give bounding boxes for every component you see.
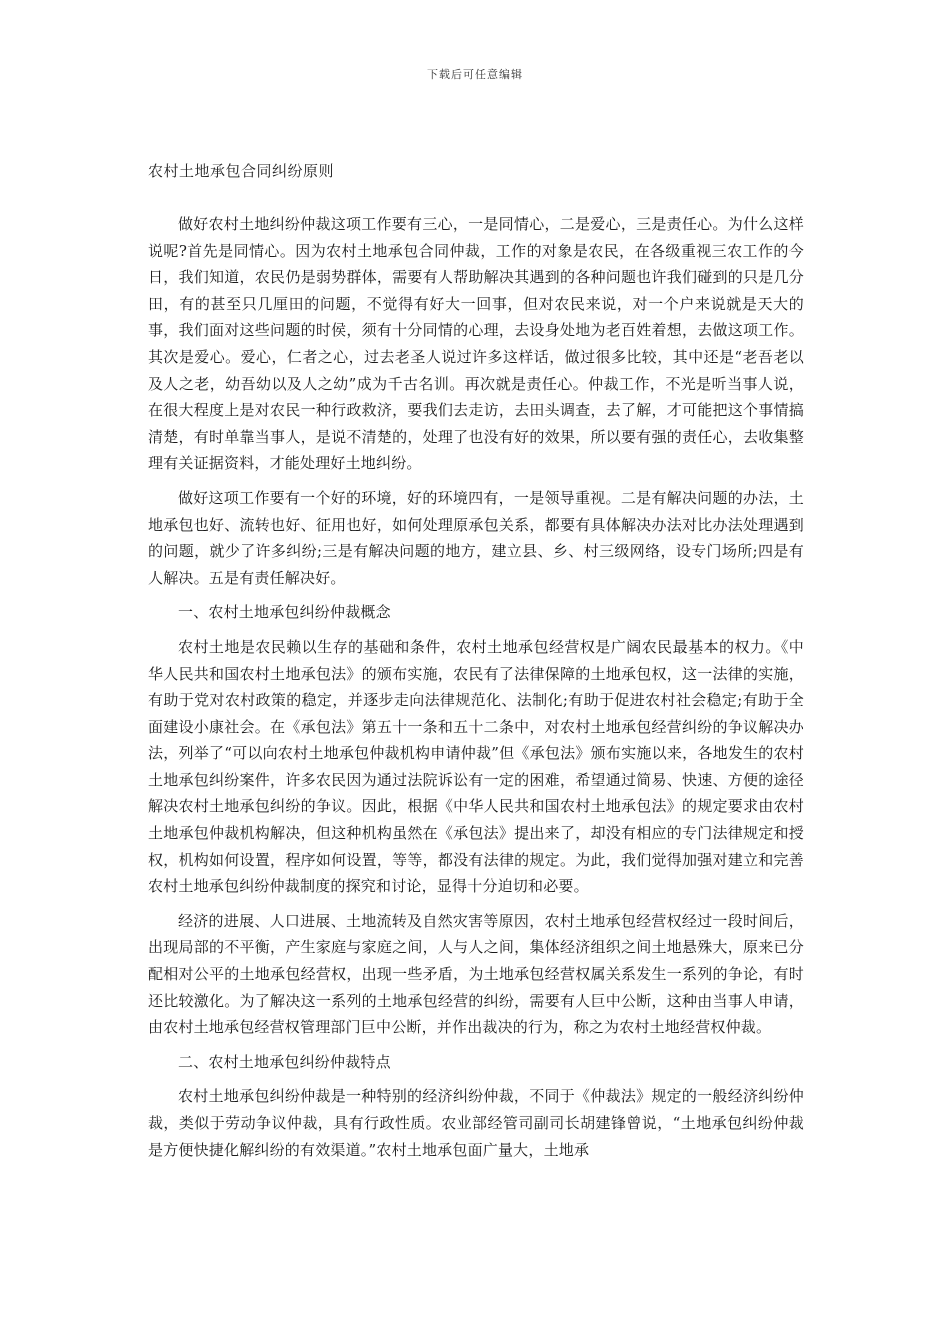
paragraph-three-hearts: 做好农村土地纠纷仲裁这项工作要有三心，一是同情心，二是爱心，三是责任心。为什么这样说呢?首先是同情心。因为农村土地承包合同仲裁，工作的对象是农民，在各级重视三农工作的今日，我们知道，农民仍是弱势群体，需要有人帮助解决其遇到的各种问题也许我们碰到的只是几分田，有的甚至只几厘田的问题，不觉得有好大一回事，但对农民来说，对一个户来说就是天大的事，我们面对这些问题的时侯，须有十分同情的心理，去设身处地为老百姓着想，去做这项工作。其次是爱心。爱心，仁者之心，过去老圣人说过许多这样话，做过很多比较，其中还是“老吾老以及人之老，幼吾幼以及人之幼”成为千古名训。再次就是责任心。仲裁工作，不光是听当事人说，在很大程度上是对农民一种行政救济，要我们去走访，去田头调查，去了解，才可能把这个事情搞清楚，有时单靠当事人，是说不清楚的，处理了也没有好的效果，所以要有强的责任心，去收集整理有关证据资料，才能处理好土地纠纷。 — [148, 215, 804, 473]
document-body — [148, 211, 804, 1171]
section-heading-concept: 一、农村土地承包纠纷仲裁概念 — [178, 603, 391, 622]
page-header-note: 下载后可任意编辑 — [427, 68, 523, 81]
paragraph-features-1: 农村土地承包纠纷仲裁是一种特别的经济纠纷仲裁，不同于《仲裁法》规定的一般经济纠纷仲裁，类似于劳动争议仲裁，具有行政性质。农业部经管司副司长胡建锋曾说，“土地承包纠纷仲裁是方便快捷化解纠纷的有效渠道。”农村土地承包面广量大，土地承 — [148, 1087, 804, 1159]
section-heading-features: 二、农村土地承包纠纷仲裁特点 — [178, 1052, 391, 1071]
document-title: 农村土地承包合同纠纷原则 — [148, 162, 335, 180]
paragraph-concept-1: 农村土地是农民赖以生存的基础和条件，农村土地承包经营权是广阔农民最基本的权力。《中华人民共和国农村土地承包法》的颁布实施，农民有了法律保障的土地承包权，这一法律的实施，有助于党对农村政策的稳定，并逐步走向法律规范化、法制化;有助于促进农村社会稳定;有助于全面建设小康社会。在《承包法》第五十一条和五十二条中，对农村土地承包经营纠纷的争议解决办法，列举了“可以向农村土地承包仲裁机构申请仲裁”但《承包法》颁布实施以来，各地发生的农村土地承包纠纷案件，许多农民因为通过法院诉讼有一定的困难，希望通过简易、快速、方便的途径解决农村土地承包纠纷的争议。因此，根据《中华人民共和国农村土地承包法》的规定要求由农村土地承包仲裁机构解决，但这种机构虽然在《承包法》提出来了，却没有相应的专门法律规定和授权，机构如何设置，程序如何设置，等等，都没有法律的规定。为此，我们觉得加强对建立和完善农村土地承包纠纷仲裁制度的探究和讨论，显得十分迫切和必要。 — [148, 637, 804, 896]
paragraph-good-environment: 做好这项工作要有一个好的环境，好的环境四有，一是领导重视。二是有解决问题的办法，土地承包也好、流转也好、征用也好，如何处理原承包关系，都要有具体解决办法对比办法处理遇到的问题，就少了许多纠纷;三是有解决问题的地方，建立县、乡、村三级网络，设专门场所;四是有人解决。五是有责任解决好。 — [148, 488, 804, 587]
paragraph-concept-2: 经济的进展、人口进展、土地流转及自然灾害等原因，农村土地承包经营权经过一段时间后，出现局部的不平衡，产生家庭与家庭之间，人与人之间，集体经济组织之间土地悬殊大，原来已分配相对公平的土地承包经营权，出现一些矛盾，为土地承包经营权属关系发生一系列的争论，有时还比较激化。为了解决这一系列的土地承包经营的纠纷，需要有人巨中公断，这种由当事人申请，由农村土地承包经营权管理部门巨中公断，并作出裁决的行为，称之为农村土地经营权仲裁。 — [148, 911, 804, 1037]
